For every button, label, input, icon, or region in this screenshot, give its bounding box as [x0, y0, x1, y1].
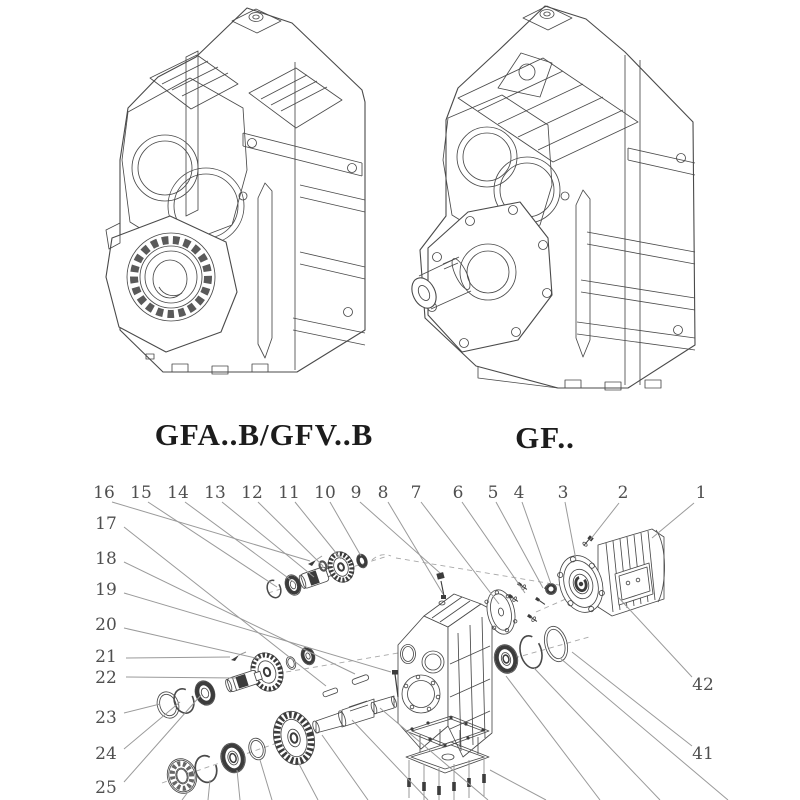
vent-plug-bolt — [436, 572, 446, 605]
coupling-bush — [546, 584, 557, 595]
input-shaft-cluster — [265, 548, 369, 600]
leader-line-41 — [572, 652, 692, 746]
callout-number-1: 1 — [695, 483, 707, 503]
callout-number-15: 15 — [130, 483, 152, 503]
callout-number-13: 13 — [204, 483, 226, 503]
figure-label-left: GFA..B/GFV..B — [154, 417, 374, 452]
callout-number-10: 10 — [314, 483, 336, 503]
motor — [552, 529, 664, 619]
gearbox-figure-left — [106, 8, 365, 374]
o-ring — [541, 624, 572, 664]
callout-number-41: 41 — [692, 744, 714, 764]
washer — [285, 655, 298, 670]
callout-number-14: 14 — [167, 483, 189, 503]
callout-number-8: 8 — [377, 483, 389, 503]
leader-line-22 — [126, 677, 236, 678]
bearing — [192, 678, 218, 708]
washer — [246, 736, 267, 761]
leader-line-2 — [590, 503, 619, 540]
callout-number-16: 16 — [93, 483, 115, 503]
callout-number-24: 24 — [95, 744, 117, 764]
leader-line-12 — [258, 502, 323, 566]
leader-line-16 — [112, 502, 310, 561]
callout-number-17: 17 — [95, 514, 117, 534]
leader-line-21 — [126, 657, 230, 658]
stud-bolt — [392, 670, 398, 697]
leader-line-10 — [330, 502, 361, 556]
leader-line-24 — [124, 702, 180, 749]
leader-line-14 — [185, 502, 295, 583]
figure-label-right: GF.. — [515, 420, 575, 455]
leader-line-42 — [618, 597, 692, 677]
adapter-parts — [483, 581, 571, 676]
second-stage-cluster — [154, 645, 318, 721]
bearing — [491, 642, 521, 676]
input-gear — [324, 548, 358, 586]
leader-line-9 — [360, 502, 440, 573]
leader-line-20 — [124, 628, 260, 659]
callout-number-5: 5 — [487, 483, 499, 503]
callout-number-25: 25 — [95, 778, 117, 798]
leader-line-6 — [462, 502, 525, 593]
callout-number-18: 18 — [95, 549, 117, 569]
leader-line-4 — [522, 502, 551, 584]
parallel-key — [351, 674, 369, 685]
bearing — [218, 740, 249, 775]
pinion-shaft — [224, 668, 263, 693]
ball-bearing — [163, 755, 200, 796]
callout-number-11: 11 — [278, 483, 300, 503]
leader-line-15 — [148, 502, 277, 587]
leader-line-23 — [124, 704, 160, 713]
callout-number-3: 3 — [557, 483, 569, 503]
snap-ring — [265, 578, 283, 599]
leader-line-8 — [388, 502, 443, 594]
leader-line-3 — [565, 502, 576, 560]
callout-number-6: 6 — [452, 483, 464, 503]
callout-number-21: 21 — [95, 647, 117, 667]
leader-line-7 — [421, 502, 499, 604]
leader-line-1 — [652, 503, 694, 538]
callout-number-4: 4 — [513, 483, 525, 503]
leader-line-11 — [295, 502, 341, 559]
bolt-tip-21 — [231, 655, 239, 661]
callout-number-42: 42 — [692, 675, 714, 695]
exploded-view — [93, 483, 728, 800]
snap-ring — [517, 633, 546, 670]
callout-number-7: 7 — [410, 483, 422, 503]
callout-number-12: 12 — [241, 483, 263, 503]
callout-number-22: 22 — [95, 668, 117, 688]
callout-number-9: 9 — [350, 483, 362, 503]
parallel-key — [322, 687, 338, 697]
callout-number-23: 23 — [95, 708, 117, 728]
callout-number-20: 20 — [95, 615, 117, 635]
callout-number-2: 2 — [617, 483, 629, 503]
gearbox-figure-right — [407, 6, 695, 390]
leader-line-17 — [124, 527, 326, 686]
output-shaft — [311, 696, 397, 734]
washer-bearing — [355, 553, 369, 570]
output-gear — [268, 707, 321, 770]
callout-number-19: 19 — [95, 580, 117, 600]
leader-line-5 — [496, 502, 543, 588]
